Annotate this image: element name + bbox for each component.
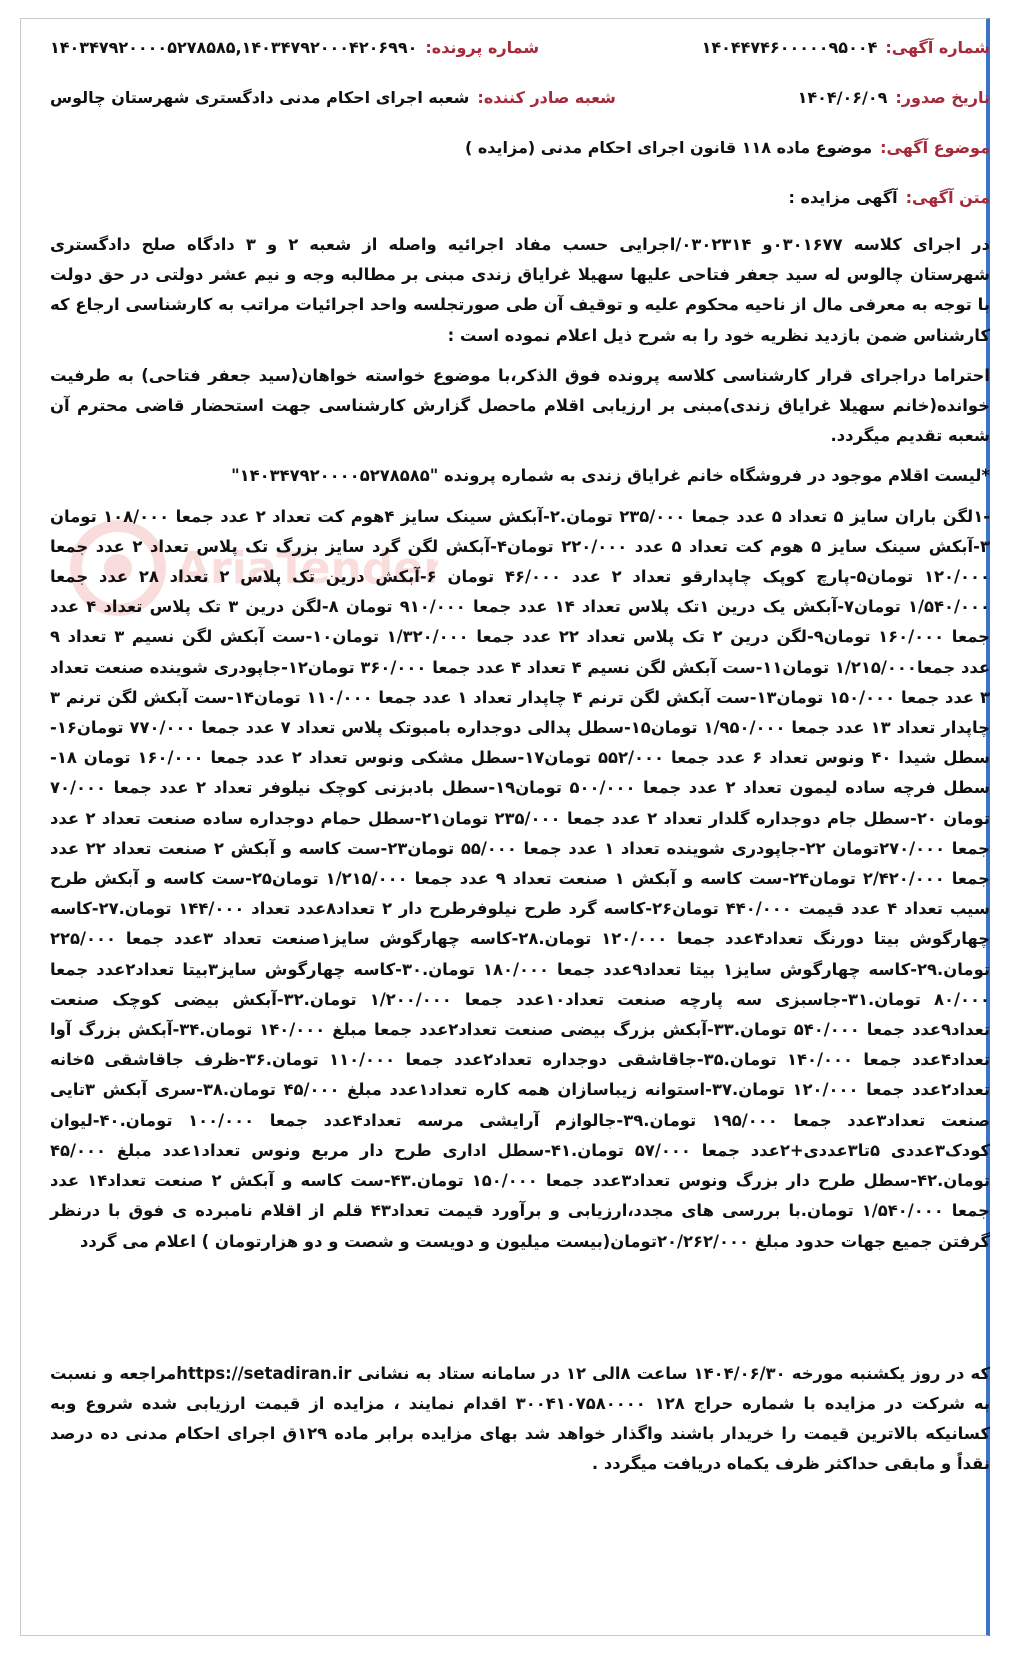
items-list-heading: *لیست اقلام موجود در فروشگاه خانم غرایاق زندی به شماره پرونده "۱۴۰۳۴۷۹۲۰۰۰۰۵۲۷۸۵۸۵"	[231, 466, 990, 486]
case-number	[50, 38, 539, 57]
notice-body	[50, 230, 990, 1480]
spacer	[50, 1267, 990, 1359]
subject-label: موضوع آگهی:	[880, 138, 990, 157]
expert-paragraph: احتراما دراجرای قرار کارشناسی کلاسه پرونده فوق الذکر،با موضوع خواسته خواهان(سید جعفر فتاحی) به طرفیت خوانده(خانم سهیلا غرایاق زندی)مبنی بر ارزیابی اقلام ماحصل گزارش کارشناسی جهت استحضار قاضی محترم آن شعبه تقدیم میگردد.	[50, 365, 990, 446]
notice-number-value: ۱۴۰۴۴۷۴۶۰۰۰۰۰۹۵۰۰۴	[701, 38, 878, 57]
subject	[465, 138, 990, 157]
issuer-label: شعبه صادر کننده:	[477, 88, 616, 107]
notice-text-title: آگهی مزایده :	[788, 188, 898, 207]
watermark-text: AriaTender	[176, 543, 438, 594]
issuer	[50, 88, 616, 107]
notice-text-heading	[789, 188, 990, 207]
notice-number-label: شماره آگهی:	[885, 38, 990, 57]
issue-date-value: ۱۴۰۴/۰۶/۰۹	[797, 88, 888, 107]
subject-row	[50, 138, 990, 188]
header-row-2	[50, 88, 990, 138]
auction-paragraph: که در روز یکشنبه مورخه ۱۴۰۴/۰۶/۳۰ ساعت ۸الی ۱۲ در سامانه ستاد به نشانی https://setadiran.irمراجعه و نسبت به شرکت در مزایده با شماره حراج ۱۲۸ ۳۰۰۴۱۰۷۵۸۰۰۰۰ اقدام نمایند ، مزایده از قیمت ارزیابی شده شروع وبه کسانیکه بالاترین قیمت را خریدار باشند واگذار خواهد شد بهای مزایده برابر ماده ۱۲۹ق اجرای احکام مدنی ده درصد نقداً و مابقی حداکثر ظرف یکماه دریافت میگردد .	[50, 1363, 991, 1474]
case-number-label: شماره پرونده:	[425, 38, 540, 57]
notice-number	[702, 38, 990, 57]
header-row-1	[50, 38, 990, 88]
case-number-value: ۱۴۰۳۴۷۹۲۰۰۰۰۵۲۷۸۵۸۵,۱۴۰۳۴۷۹۲۰۰۰۴۲۰۶۹۹۰	[50, 38, 418, 57]
issuer-value: شعبه اجرای احکام مدنی دادگستری شهرستان چالوس	[50, 88, 470, 107]
items-list: -۱لگن باران سایز ۵ تعداد ۵ عدد جمعا ۲۳۵/۰۰۰ تومان.۲-آبکش سینک سایز ۴هوم کت تعداد ۲ عدد جمعا ۱۰۸/۰۰۰ تومان ۳-آبکش سینک سایز ۵ هوم کت تعداد ۵ عدد ۲۲۰/۰۰۰ تومان۴-آبکش لگن گرد سایز بزرگ تک پلاس تعداد ۲ عدد جمعا ۱۲۰/۰۰۰ تومان۵-پارچ کوپک چاپدارقو تعداد ۲ عدد ۴۶/۰۰۰ تومان ۶-آبکش درین تک پلاس ۲ تعداد ۲۸ عدد جمعا ۱/۵۴۰/۰۰۰ تومان۷-آبکش یک درین ۱تک پلاس تعداد ۱۴ عدد جمعا ۹۱۰/۰۰۰ تومان ۸-لگن درین ۳ تک پلاس تعداد ۴ عدد جمعا ۱۶۰/۰۰۰ تومان۹-لگن درین ۲ تک پلاس تعداد ۲۲ عدد جمعا ۱/۳۲۰/۰۰۰ تومان۱۰-ست آبکش لگن نسیم ۳ تعداد ۹ عدد جمعا۱/۲۱۵/۰۰۰ تومان۱۱-ست آبکش لگن نسیم ۴ تعداد ۴ عدد جمعا ۳۶۰/۰۰۰ تومان۱۲-جاپودری شوینده صنعت تعداد ۳ عدد جمعا ۱۵۰/۰۰۰ تومان۱۳-ست آبکش لگن ترنم ۴ چاپدار تعداد ۱ عدد جمعا ۱۱۰/۰۰۰ تومان۱۴-ست آبکش لگن ترنم ۳ چاپدار تعداد ۱۳ عدد جمعا ۱/۹۵۰/۰۰۰ تومان۱۵-سطل پدالی دوجداره بامبوتک پلاس تعداد ۷ عدد جمعا ۷۷۰/۰۰۰ تومان۱۶-سطل شیدا ۴۰ ونوس تعداد ۶ عدد جمعا ۵۵۲/۰۰۰ تومان۱۷-سطل مشکی ونوس تعداد ۲ عدد جمعا ۱۶۰/۰۰۰ تومان ۱۸-سطل فرچه ساده لیمون تعداد ۲ عدد جمعا ۵۰۰/۰۰۰ تومان۱۹-سطل بادبزنی کوچک نیلوفر تعداد ۲ عدد جمعا ۷۰/۰۰۰ تومان ۲۰-سطل جام دوجداره گلدار تعداد ۲ عدد جمعا ۲۳۵/۰۰۰ تومان۲۱-سطل حمام دوجداره ساده صنعت تعداد ۲ عدد جمعا ۲۷۰/۰۰۰تومان ۲۲-جاپودری شوینده تعداد ۱ عدد جمعا ۵۵/۰۰۰ تومان۲۳-ست کاسه و آبکش ۲ صنعت تعداد ۲۲ عدد جمعا ۲/۴۲۰/۰۰۰ تومان۲۴-ست کاسه و آبکش ۱ صنعت تعداد ۹ عدد جمعا ۱/۲۱۵/۰۰۰ تومان۲۵-ست کاسه و آبکش طرح سیب تعداد ۴ عدد قیمت ۴۴۰/۰۰۰ تومان۲۶-کاسه گرد طرح نیلوفرطرح دار ۲ تعداد۸عدد تعداد ۱۴۴/۰۰۰ تومان.۲۷-کاسه چهارگوش بیتا دورنگ تعداد۴عدد جمعا ۱۲۰/۰۰۰ تومان.۲۸-کاسه چهارگوش سایز۱صنعت تعداد ۳عدد جمعا ۲۲۵/۰۰۰ تومان.۲۹-کاسه چهارگوش سایز۱ بیتا تعداد۹عدد جمعا ۱۸۰/۰۰۰ تومان.۳۰-کاسه چهارگوش سایز۳بیتا تعداد۲عدد جمعا ۸۰/۰۰۰ تومان.۳۱-جاسبزی سه پارچه صنعت تعداد۱۰عدد جمعا ۱/۲۰۰/۰۰۰ تومان.۳۲-آبکش بیضی کوچک صنعت تعداد۹عدد جمعا ۵۴۰/۰۰۰ تومان.۳۳-آبکش بزرگ بیضی صنعت تعداد۲عدد جمعا مبلغ ۱۴۰/۰۰۰ تومان.۳۴-آبکش بزرگ آوا تعداد۴عدد جمعا ۱۴۰/۰۰۰ تومان.۳۵-جاقاشقی دوجداره تعداد۲عدد جمعا ۱۱۰/۰۰۰ تومان.۳۶-ظرف جاقاشقی ۵خانه تعداد۲عدد جمعا ۱۲۰/۰۰۰ تومان.۳۷-استوانه زیباسازان همه کاره تعداد۱عدد مبلغ ۴۵/۰۰۰ تومان.۳۸-سری آبکش ۳تایی صنعت تعداد۳عدد جمعا ۱۹۵/۰۰۰ تومان.۳۹-جالوازم آرایشی مرسه تعداد۴عدد جمعا ۱۰۰/۰۰۰ تومان.۴۰-لیوان کودک۳عددی ۵تا۳عددی+۲عدد جمعا ۵۷/۰۰۰ تومان.۴۱-سطل اداری طرح دار مربع ونوس تعداد۱عدد مبلغ ۴۵/۰۰۰ تومان.۴۲-سطل طرح دار بزرگ ونوس تعداد۳عدد جمعا ۱۵۰/۰۰۰ تومان.۴۳-ست کاسه و آبکش ۲ صنعت تعداد۱۴ عدد جمعا ۱/۵۴۰/۰۰۰ تومان.با بررسی های مجدد،ارزیابی و برآورد قیمت تعداد۴۳ قلم از اقلام نامبرده ی فوق با درنظر گرفتن جمیع جهات حدود مبلغ ۲۰/۲۶۲/۰۰۰تومان(بیست میلیون و دویست و شصت و دو هزارتومان ) اعلام می گردد	[50, 506, 991, 1251]
issue-date-label: تاریخ صدور:	[895, 88, 990, 107]
subject-value: موضوع ماده ۱۱۸ قانون اجرای احکام مدنی (مزایده )	[464, 138, 873, 157]
issue-date	[798, 88, 990, 107]
intro-paragraph: در اجرای کلاسه ۰۳۰۱۶۷۷و ۰۳۰۲۳۱۴/اجرایی حسب مفاد اجرائیه واصله از شعبه ۲ و ۳ دادگاه صلح دادگستری شهرستان چالوس له سید جعفر فتاحی علیها سهیلا غرایاق زندی مبنی بر مطالبه وجه و نیم عشر دولتی در حق دولت با توجه به معرفی مال از ناحیه محکوم علیه و توقیف آن طی صورتجلسه واحد اجرائیات مراتب به کارشناسی ارجاع که کارشناس ضمن بازدید نظریه خود را به شرح ذیل اعلام نموده است :	[50, 235, 990, 345]
text-title-row	[50, 188, 990, 230]
notice-page	[50, 38, 990, 1490]
notice-text-label: متن آگهی:	[905, 188, 990, 207]
